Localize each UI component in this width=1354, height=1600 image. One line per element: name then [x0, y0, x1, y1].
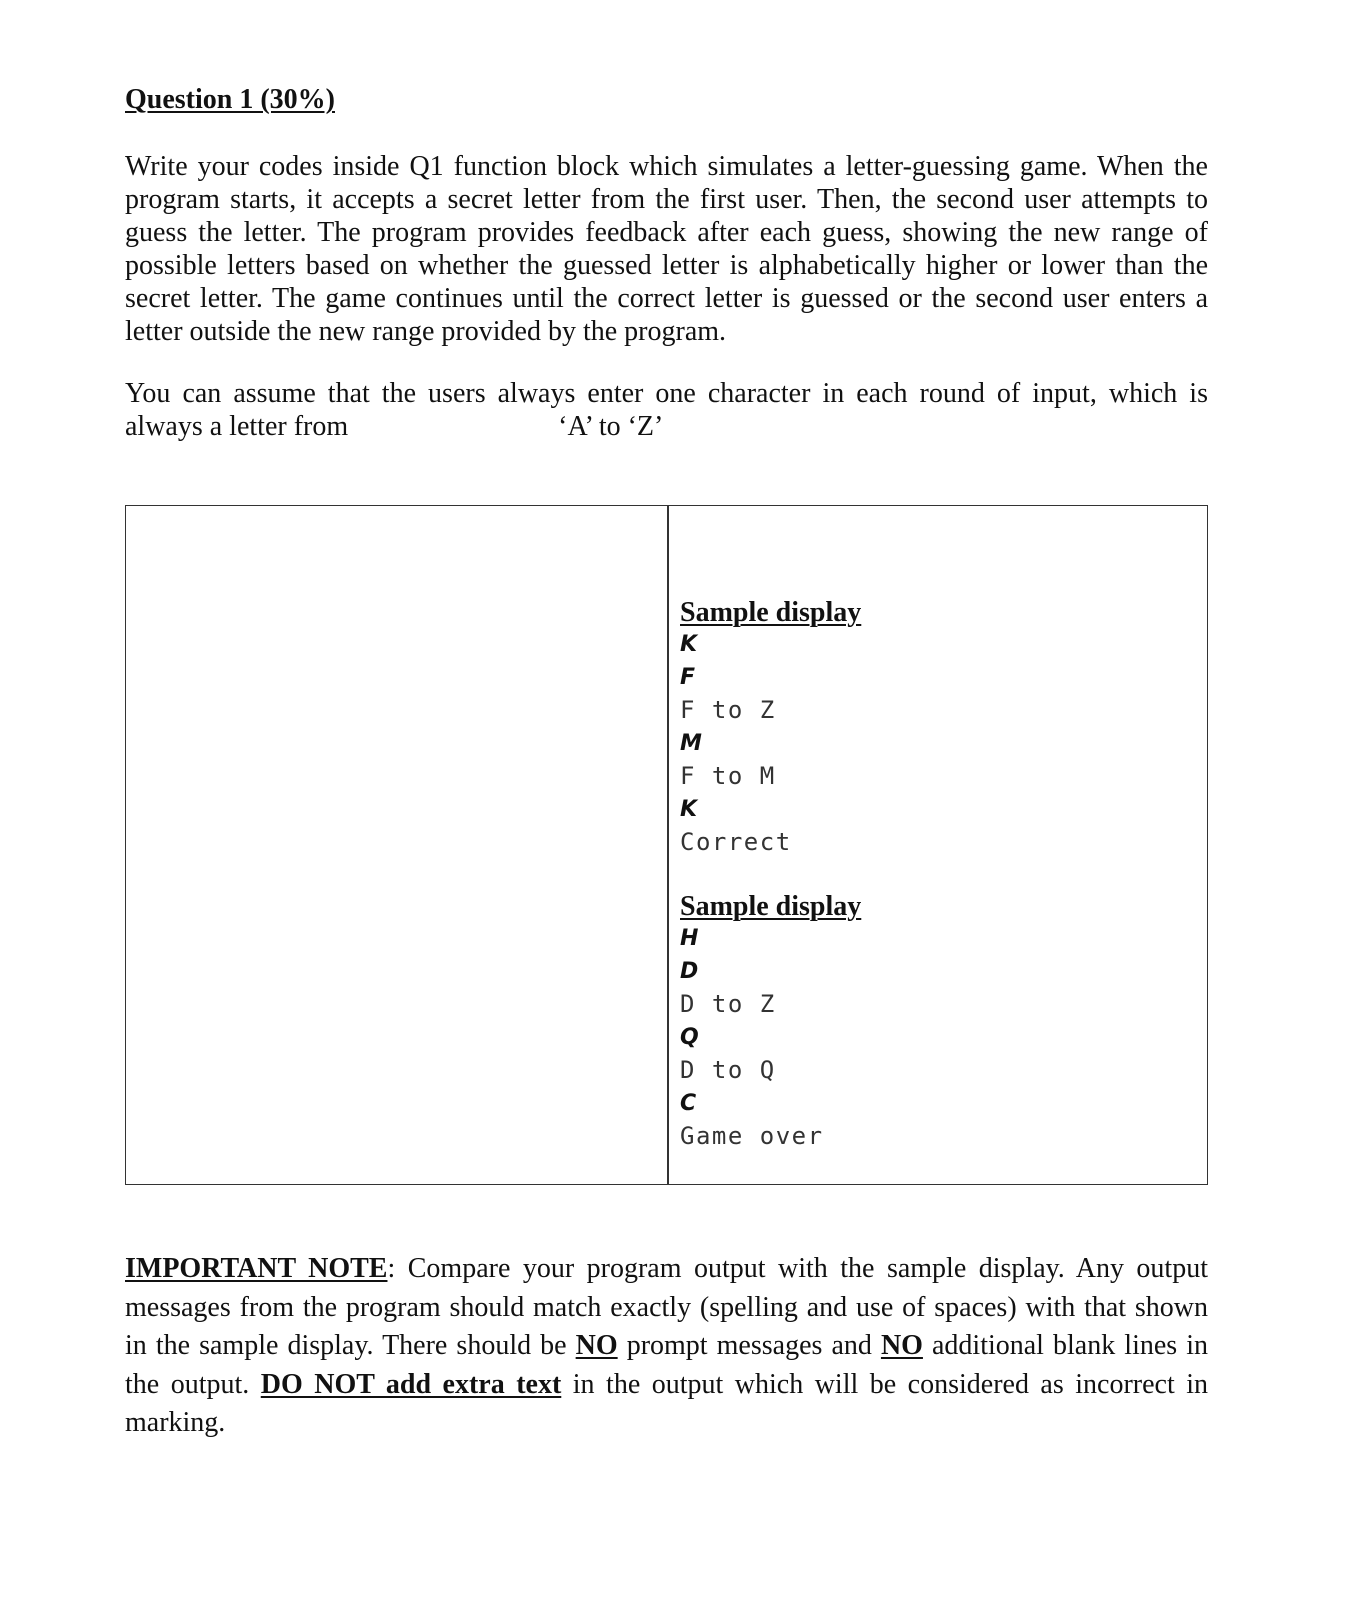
table-column-divider: [667, 506, 669, 1184]
sample-output-line: Game over: [680, 1122, 824, 1150]
sample-input-line: K: [680, 797, 698, 822]
sample-output-line: Correct: [680, 828, 792, 856]
note-emphasis: NO: [575, 1330, 618, 1361]
sample-table: [125, 505, 1208, 1185]
sample-display-1: [680, 598, 861, 859]
sample-input-line: H: [680, 926, 699, 951]
note-text: additional blank lines in the output.: [125, 1330, 1209, 1400]
sample-display-2: [680, 892, 861, 1153]
sample-column: [680, 506, 1200, 1184]
question-description: Write your codes inside Q1 function block which simulates a letter-guessing game. When the program starts, it accepts a secret letter from the first user. Then, the second user attempts to guess the letter. The program provides feedback after each guess, showing the new range of possible letters based on whether the guessed letter is alphabetically higher or lower than the secret letter. The game continues until the correct letter is guessed or the second user enters a letter outside the new range provided by the program.: [125, 151, 1208, 347]
important-note-label: IMPORTANT NOTE: [125, 1253, 388, 1284]
sample-output-line: F to M: [680, 762, 776, 790]
note-emphasis: DO NOT add extra text: [260, 1368, 562, 1400]
assumption-text: You can assume that the users always enter one character in each round of input, which is always a letter from: [125, 378, 1208, 442]
sample-output-line: D to Z: [680, 990, 776, 1018]
letter-range: ‘A’ to ‘Z’: [558, 411, 664, 442]
question-heading: Question 1 (30%): [125, 84, 335, 115]
sample-input-line: Q: [680, 1025, 699, 1050]
note-text: : Compare your program output with the sample display. Any output messages from the program should match exactly (spelling and use of spaces) with that shown in the sample display. There should be: [125, 1253, 1208, 1361]
note-text: in the output which will be considered as incorrect in marking.: [125, 1368, 1208, 1438]
sample-input-line: K: [680, 632, 698, 657]
important-note: [125, 1250, 1208, 1443]
note-text: prompt messages and: [617, 1330, 881, 1361]
sample-input-line: M: [680, 731, 702, 756]
sample-display-title: Sample display: [680, 597, 862, 628]
sample-display-title: Sample display: [680, 891, 862, 922]
assumption-paragraph: [125, 377, 1208, 443]
sample-input-line: C: [680, 1091, 697, 1116]
note-emphasis: NO: [880, 1330, 923, 1361]
sample-output-line: F to Z: [680, 696, 776, 724]
sample-input-line: D: [680, 959, 699, 984]
sample-output-line: D to Q: [680, 1056, 776, 1084]
sample-input-line: F: [680, 665, 696, 690]
